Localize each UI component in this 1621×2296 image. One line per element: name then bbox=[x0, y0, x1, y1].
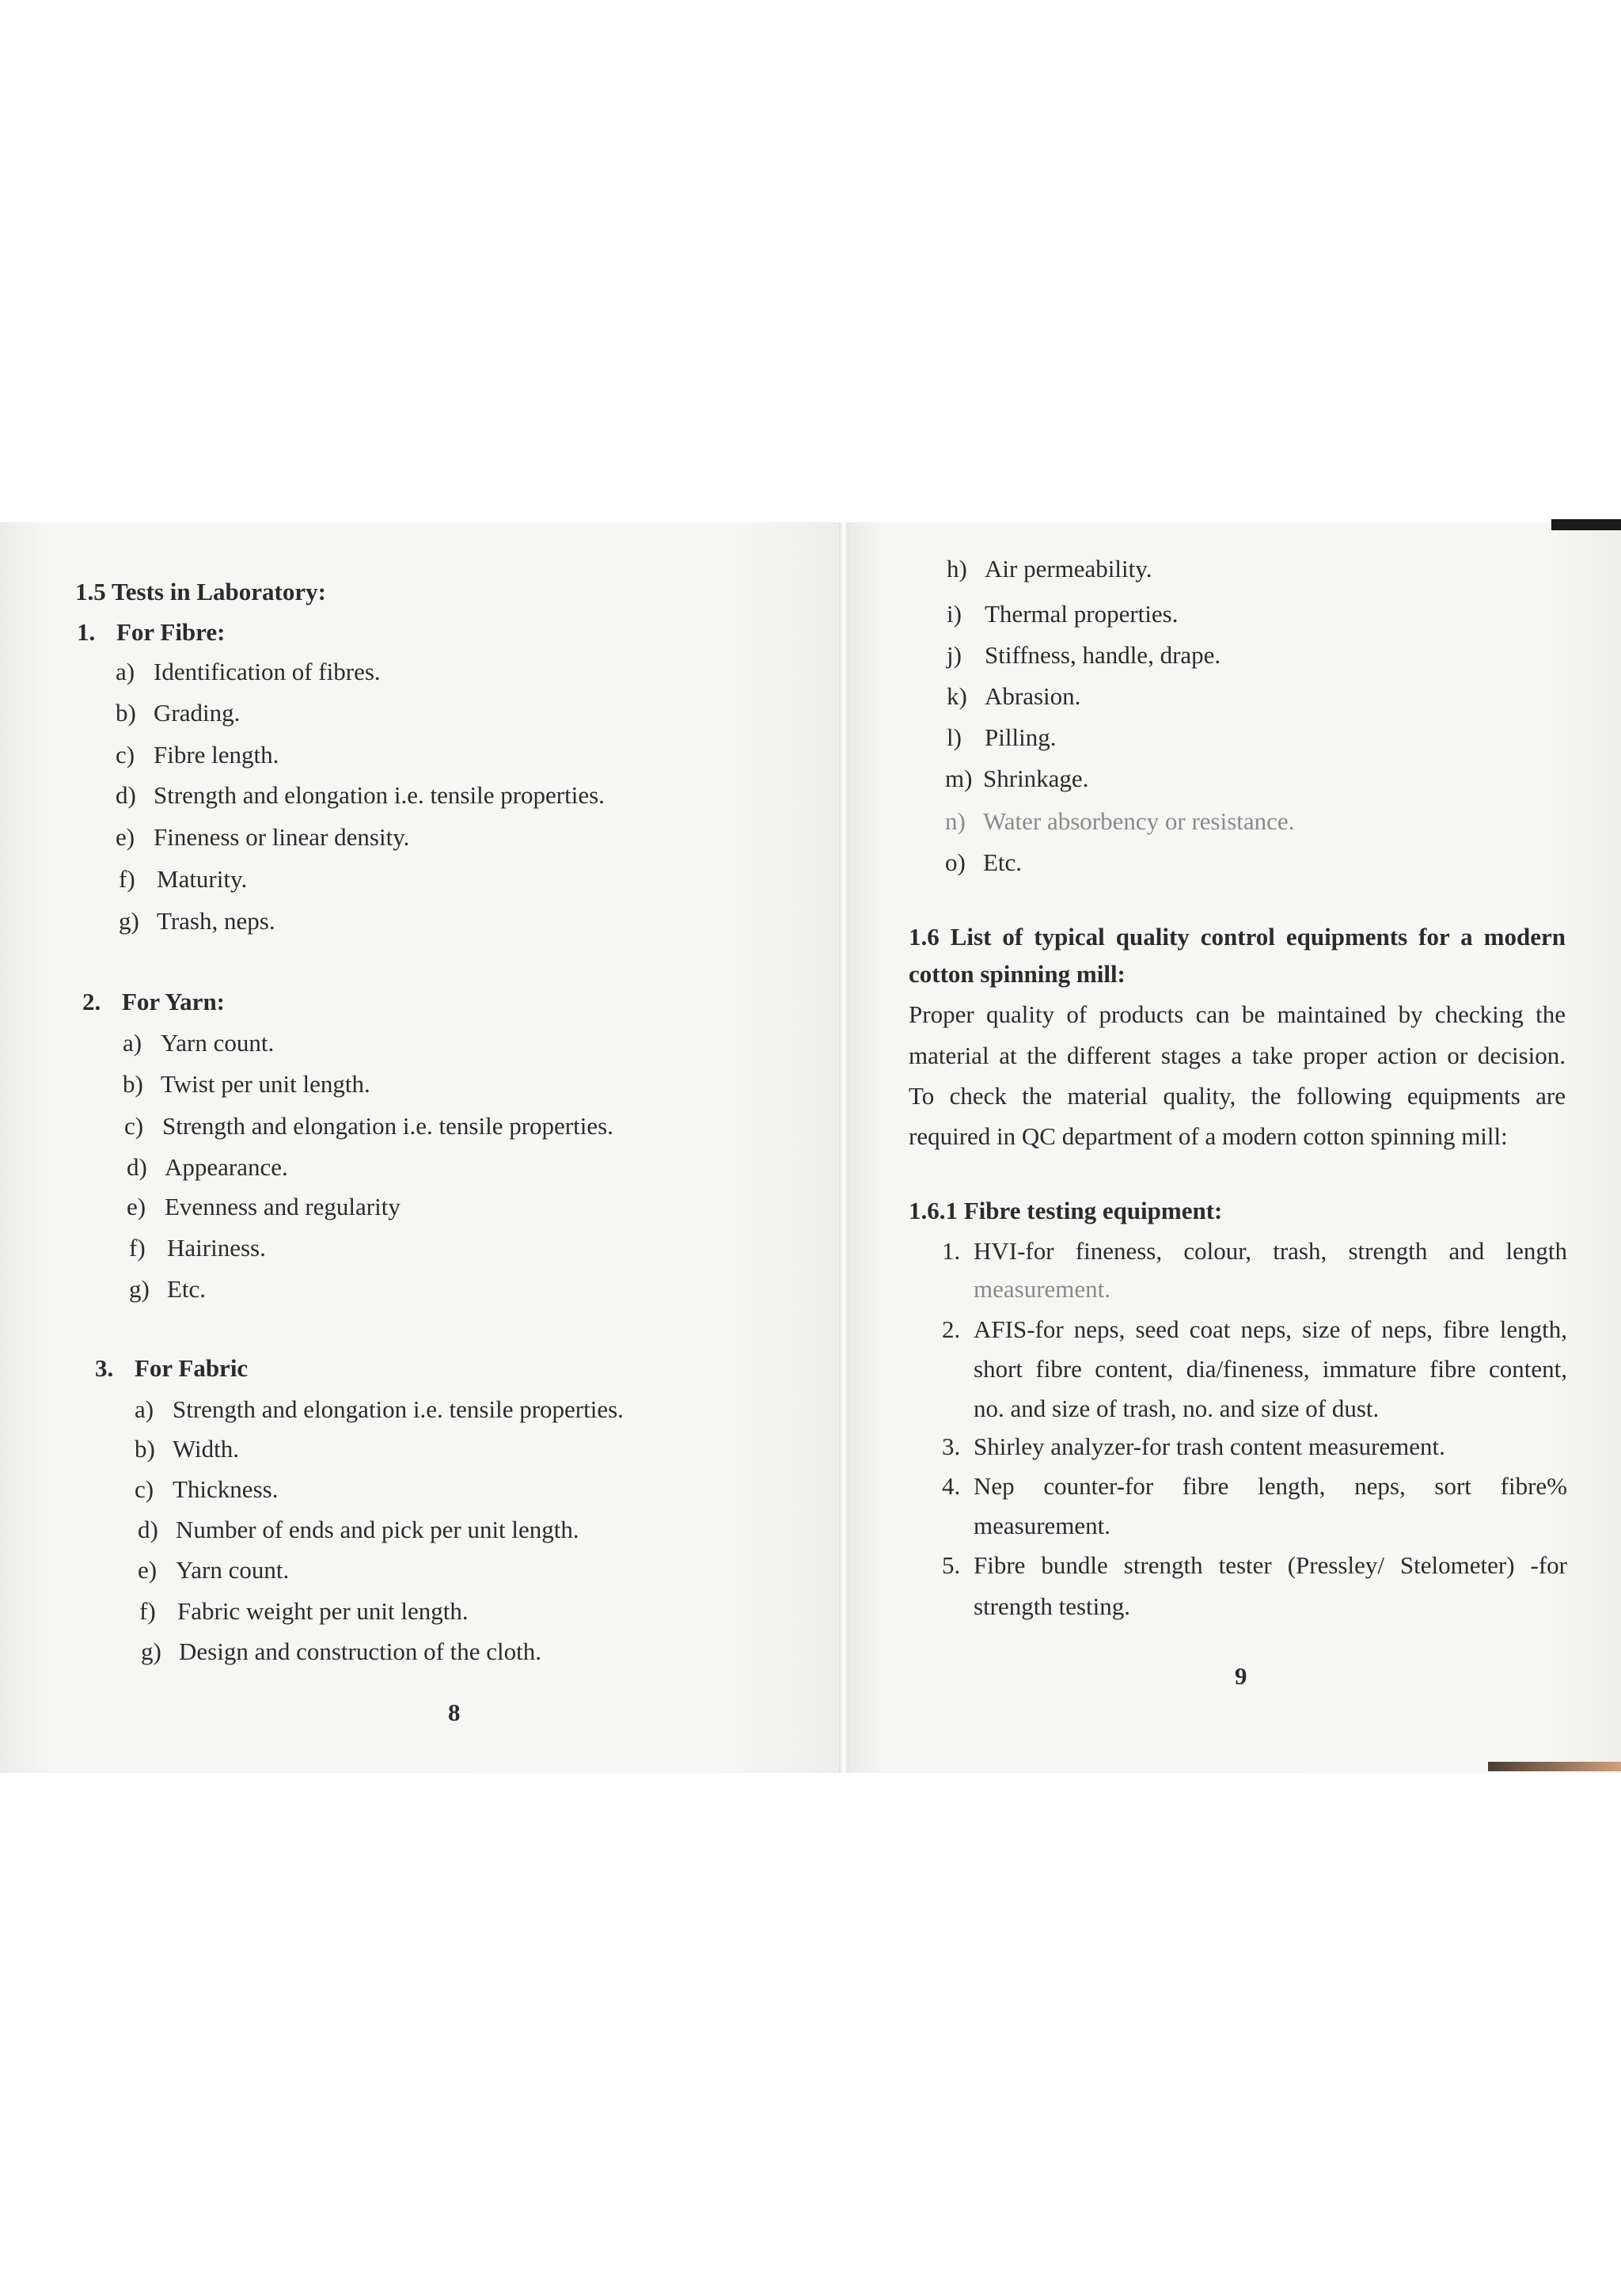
equipment-number: 2. bbox=[942, 1315, 961, 1343]
item-label: m) bbox=[945, 765, 973, 792]
item-label: i) bbox=[947, 600, 962, 628]
item-label: c) bbox=[116, 741, 135, 768]
item-text: Etc. bbox=[983, 848, 1023, 876]
item-text: Fineness or linear density. bbox=[154, 823, 410, 851]
list-number: 2. bbox=[82, 988, 101, 1015]
list-item bbox=[135, 1397, 624, 1421]
item-text: Yarn count. bbox=[176, 1556, 290, 1584]
item-text: Water absorbency or resistance. bbox=[983, 807, 1295, 835]
item-text: Hairiness. bbox=[167, 1234, 266, 1262]
list-item bbox=[116, 659, 381, 684]
list-item bbox=[945, 809, 1294, 833]
item-text: Twist per unit length. bbox=[161, 1070, 370, 1098]
paragraph-line: material at the different stages a take proper action or decision. bbox=[909, 1042, 1566, 1069]
list-item bbox=[116, 783, 605, 807]
item-text: Design and construction of the cloth. bbox=[179, 1638, 542, 1665]
list-item bbox=[116, 825, 409, 849]
list-item bbox=[129, 1235, 266, 1260]
list-item bbox=[123, 1072, 370, 1096]
item-label: b) bbox=[116, 699, 136, 727]
item-label: d) bbox=[127, 1153, 147, 1181]
subsection-heading: 1.6.1 Fibre testing equipment: bbox=[909, 1197, 1223, 1224]
equipment-line: Nep counter-for fibre length, neps, sort fibre% bbox=[974, 1472, 1567, 1500]
item-text: Abrasion. bbox=[985, 682, 1081, 710]
list-item bbox=[135, 1436, 239, 1461]
equipment-line: measurement. bbox=[974, 1512, 1111, 1539]
list-item bbox=[947, 643, 1220, 667]
item-label: a) bbox=[116, 658, 135, 685]
equipment-line: Fibre bundle strength tester (Pressley/ Stelometer) -for bbox=[974, 1551, 1567, 1579]
equipment-number: 1. bbox=[942, 1237, 961, 1265]
list-item bbox=[116, 700, 240, 725]
list-item bbox=[945, 850, 1022, 875]
list-item bbox=[119, 909, 275, 933]
item-label: d) bbox=[116, 781, 136, 809]
equipment-number: 5. bbox=[942, 1551, 961, 1579]
list-item bbox=[123, 1030, 274, 1055]
item-text: Etc. bbox=[167, 1275, 207, 1303]
equipment-number: 3. bbox=[942, 1433, 961, 1460]
equipment-line: HVI-for fineness, colour, trash, strength and length bbox=[974, 1237, 1567, 1265]
item-label: a) bbox=[135, 1395, 154, 1423]
heading-text: For Yarn: bbox=[122, 988, 226, 1015]
item-text: Strength and elongation i.e. tensile properties. bbox=[162, 1112, 613, 1140]
equipment-line: measurement. bbox=[974, 1275, 1111, 1303]
item-text: Width. bbox=[173, 1435, 239, 1463]
list-item bbox=[947, 725, 1056, 750]
item-label: h) bbox=[947, 555, 967, 583]
item-text: Evenness and regularity bbox=[165, 1193, 401, 1220]
item-text: Pilling. bbox=[985, 723, 1057, 751]
equipment-line: AFIS-for neps, seed coat neps, size of neps, fibre length, bbox=[974, 1315, 1567, 1343]
item-text: Number of ends and pick per unit length. bbox=[176, 1516, 579, 1543]
item-text: Strength and elongation i.e. tensile properties. bbox=[173, 1395, 624, 1423]
page-number: 9 bbox=[1235, 1662, 1247, 1690]
item-text: Strength and elongation i.e. tensile properties. bbox=[154, 781, 605, 809]
equipment-line: short fibre content, dia/fineness, immature fibre content, bbox=[974, 1355, 1567, 1383]
item-label: e) bbox=[127, 1193, 146, 1220]
item-label: e) bbox=[138, 1556, 158, 1584]
item-text: Thickness. bbox=[173, 1475, 279, 1503]
item-label: b) bbox=[123, 1070, 143, 1098]
list-number: 3. bbox=[95, 1354, 114, 1382]
item-text: Maturity. bbox=[157, 865, 248, 893]
list-item bbox=[138, 1558, 289, 1582]
paragraph-line: Proper quality of products can be maintained by checking the bbox=[909, 1000, 1566, 1028]
equipment-line: no. and size of trash, no. and size of dust. bbox=[974, 1395, 1380, 1422]
equipment-line: strength testing. bbox=[974, 1592, 1131, 1620]
item-text: Appearance. bbox=[165, 1153, 288, 1181]
item-label: g) bbox=[119, 907, 139, 935]
item-label: o) bbox=[945, 848, 966, 876]
list-item bbox=[135, 1477, 278, 1501]
list-item bbox=[141, 1639, 541, 1664]
item-text: Fibre length. bbox=[154, 741, 279, 768]
item-text: Identification of fibres. bbox=[154, 658, 381, 685]
item-text: Grading. bbox=[154, 699, 241, 727]
fibre-heading bbox=[77, 620, 225, 644]
heading-text: For Fabric bbox=[135, 1354, 249, 1382]
item-label: a) bbox=[123, 1029, 142, 1057]
item-label: d) bbox=[138, 1516, 158, 1543]
section-heading: cotton spinning mill: bbox=[909, 960, 1126, 988]
list-item bbox=[127, 1155, 288, 1179]
item-label: f) bbox=[139, 1597, 156, 1625]
item-label: f) bbox=[119, 865, 135, 893]
page-number: 8 bbox=[448, 1698, 461, 1726]
section-heading: 1.5 Tests in Laboratory: bbox=[75, 578, 326, 605]
heading-text: For Fibre: bbox=[116, 618, 226, 646]
item-label: l) bbox=[947, 723, 962, 751]
item-text: Yarn count. bbox=[161, 1029, 275, 1057]
item-text: Thermal properties. bbox=[985, 600, 1179, 628]
list-number: 1. bbox=[77, 618, 96, 646]
item-label: k) bbox=[947, 682, 967, 710]
paragraph-line: To check the material quality, the following equipments are bbox=[909, 1082, 1566, 1110]
list-item bbox=[119, 867, 247, 891]
item-text: Trash, neps. bbox=[157, 907, 275, 935]
item-label: e) bbox=[116, 823, 135, 851]
item-label: c) bbox=[124, 1112, 144, 1140]
item-text: Stiffness, handle, drape. bbox=[985, 641, 1221, 669]
item-label: j) bbox=[947, 641, 962, 669]
list-item bbox=[124, 1114, 613, 1138]
yarn-heading bbox=[82, 989, 225, 1014]
paragraph-line: required in QC department of a modern cotton spinning mill: bbox=[909, 1122, 1508, 1150]
equipment-number: 4. bbox=[942, 1472, 961, 1500]
equipment-line: Shirley analyzer-for trash content measurement. bbox=[974, 1433, 1445, 1460]
fabric-heading bbox=[95, 1356, 248, 1380]
book-gutter bbox=[839, 522, 848, 1773]
list-item bbox=[139, 1599, 469, 1623]
list-item bbox=[945, 766, 1088, 791]
list-item bbox=[116, 742, 279, 767]
list-item bbox=[947, 556, 1152, 581]
item-text: Shrinkage. bbox=[983, 765, 1089, 792]
list-item bbox=[127, 1194, 401, 1219]
page-edge-shadow bbox=[1488, 1762, 1621, 1771]
section-heading: 1.6 List of typical quality control equipments for a modern bbox=[909, 923, 1566, 951]
item-label: c) bbox=[135, 1475, 154, 1503]
item-text: Air permeability. bbox=[985, 555, 1152, 583]
list-item bbox=[947, 602, 1178, 626]
item-label: f) bbox=[129, 1234, 146, 1262]
item-label: b) bbox=[135, 1435, 155, 1463]
item-label: g) bbox=[141, 1638, 161, 1665]
item-text: Fabric weight per unit length. bbox=[177, 1597, 469, 1625]
list-item bbox=[129, 1277, 206, 1301]
list-item bbox=[947, 684, 1080, 708]
page-edge-shadow bbox=[1551, 519, 1621, 530]
list-item bbox=[138, 1517, 579, 1542]
item-label: g) bbox=[129, 1275, 150, 1303]
item-label: n) bbox=[945, 807, 966, 835]
